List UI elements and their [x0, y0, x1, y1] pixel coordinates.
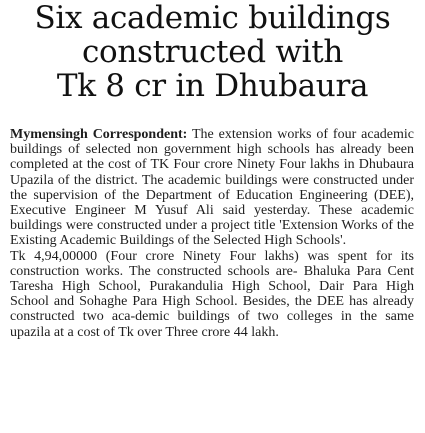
headline-line-2: constructed with: [81, 34, 344, 70]
article-headline: [0, 1, 425, 103]
article-body: [10, 127, 414, 340]
paragraph-1: [10, 127, 414, 249]
headline-line-1: Six academic buildings: [34, 0, 391, 36]
paragraph-2: Tk 4,94,00000 (Four crore Ninety Four lakhs) was spent for its construction works. The constructed schools are- Bhaluka Para Cent Taresha High School, Purakandulia High School, Dair Para High School and Sohaghe Para High School. Besides, the DEE has already constructed two aca-demic buildings of two colleges in the same upazila at a cost of Tk over Three crore 44 lakh.: [10, 248, 414, 340]
byline: Mymensingh Correspondent:: [10, 127, 188, 142]
headline-line-3: Tk 8 cr in Dhubaura: [56, 68, 369, 104]
paragraph-1-text: The extension works of four academic buildings of selected non government high schools has already been completed at the cost of TK Four crore Ninety Four lakhs in Dhubaura Upazila of the district. The academic buildings were constructed under the supervision of the Department of Education Engineering (DEE), Executive Engineer M Yusuf Ali said yesterday. These academic buildings were constructed under a project title 'Extension Works of the Existing Academic Buildings of the Selected High Schools'.: [10, 127, 414, 249]
